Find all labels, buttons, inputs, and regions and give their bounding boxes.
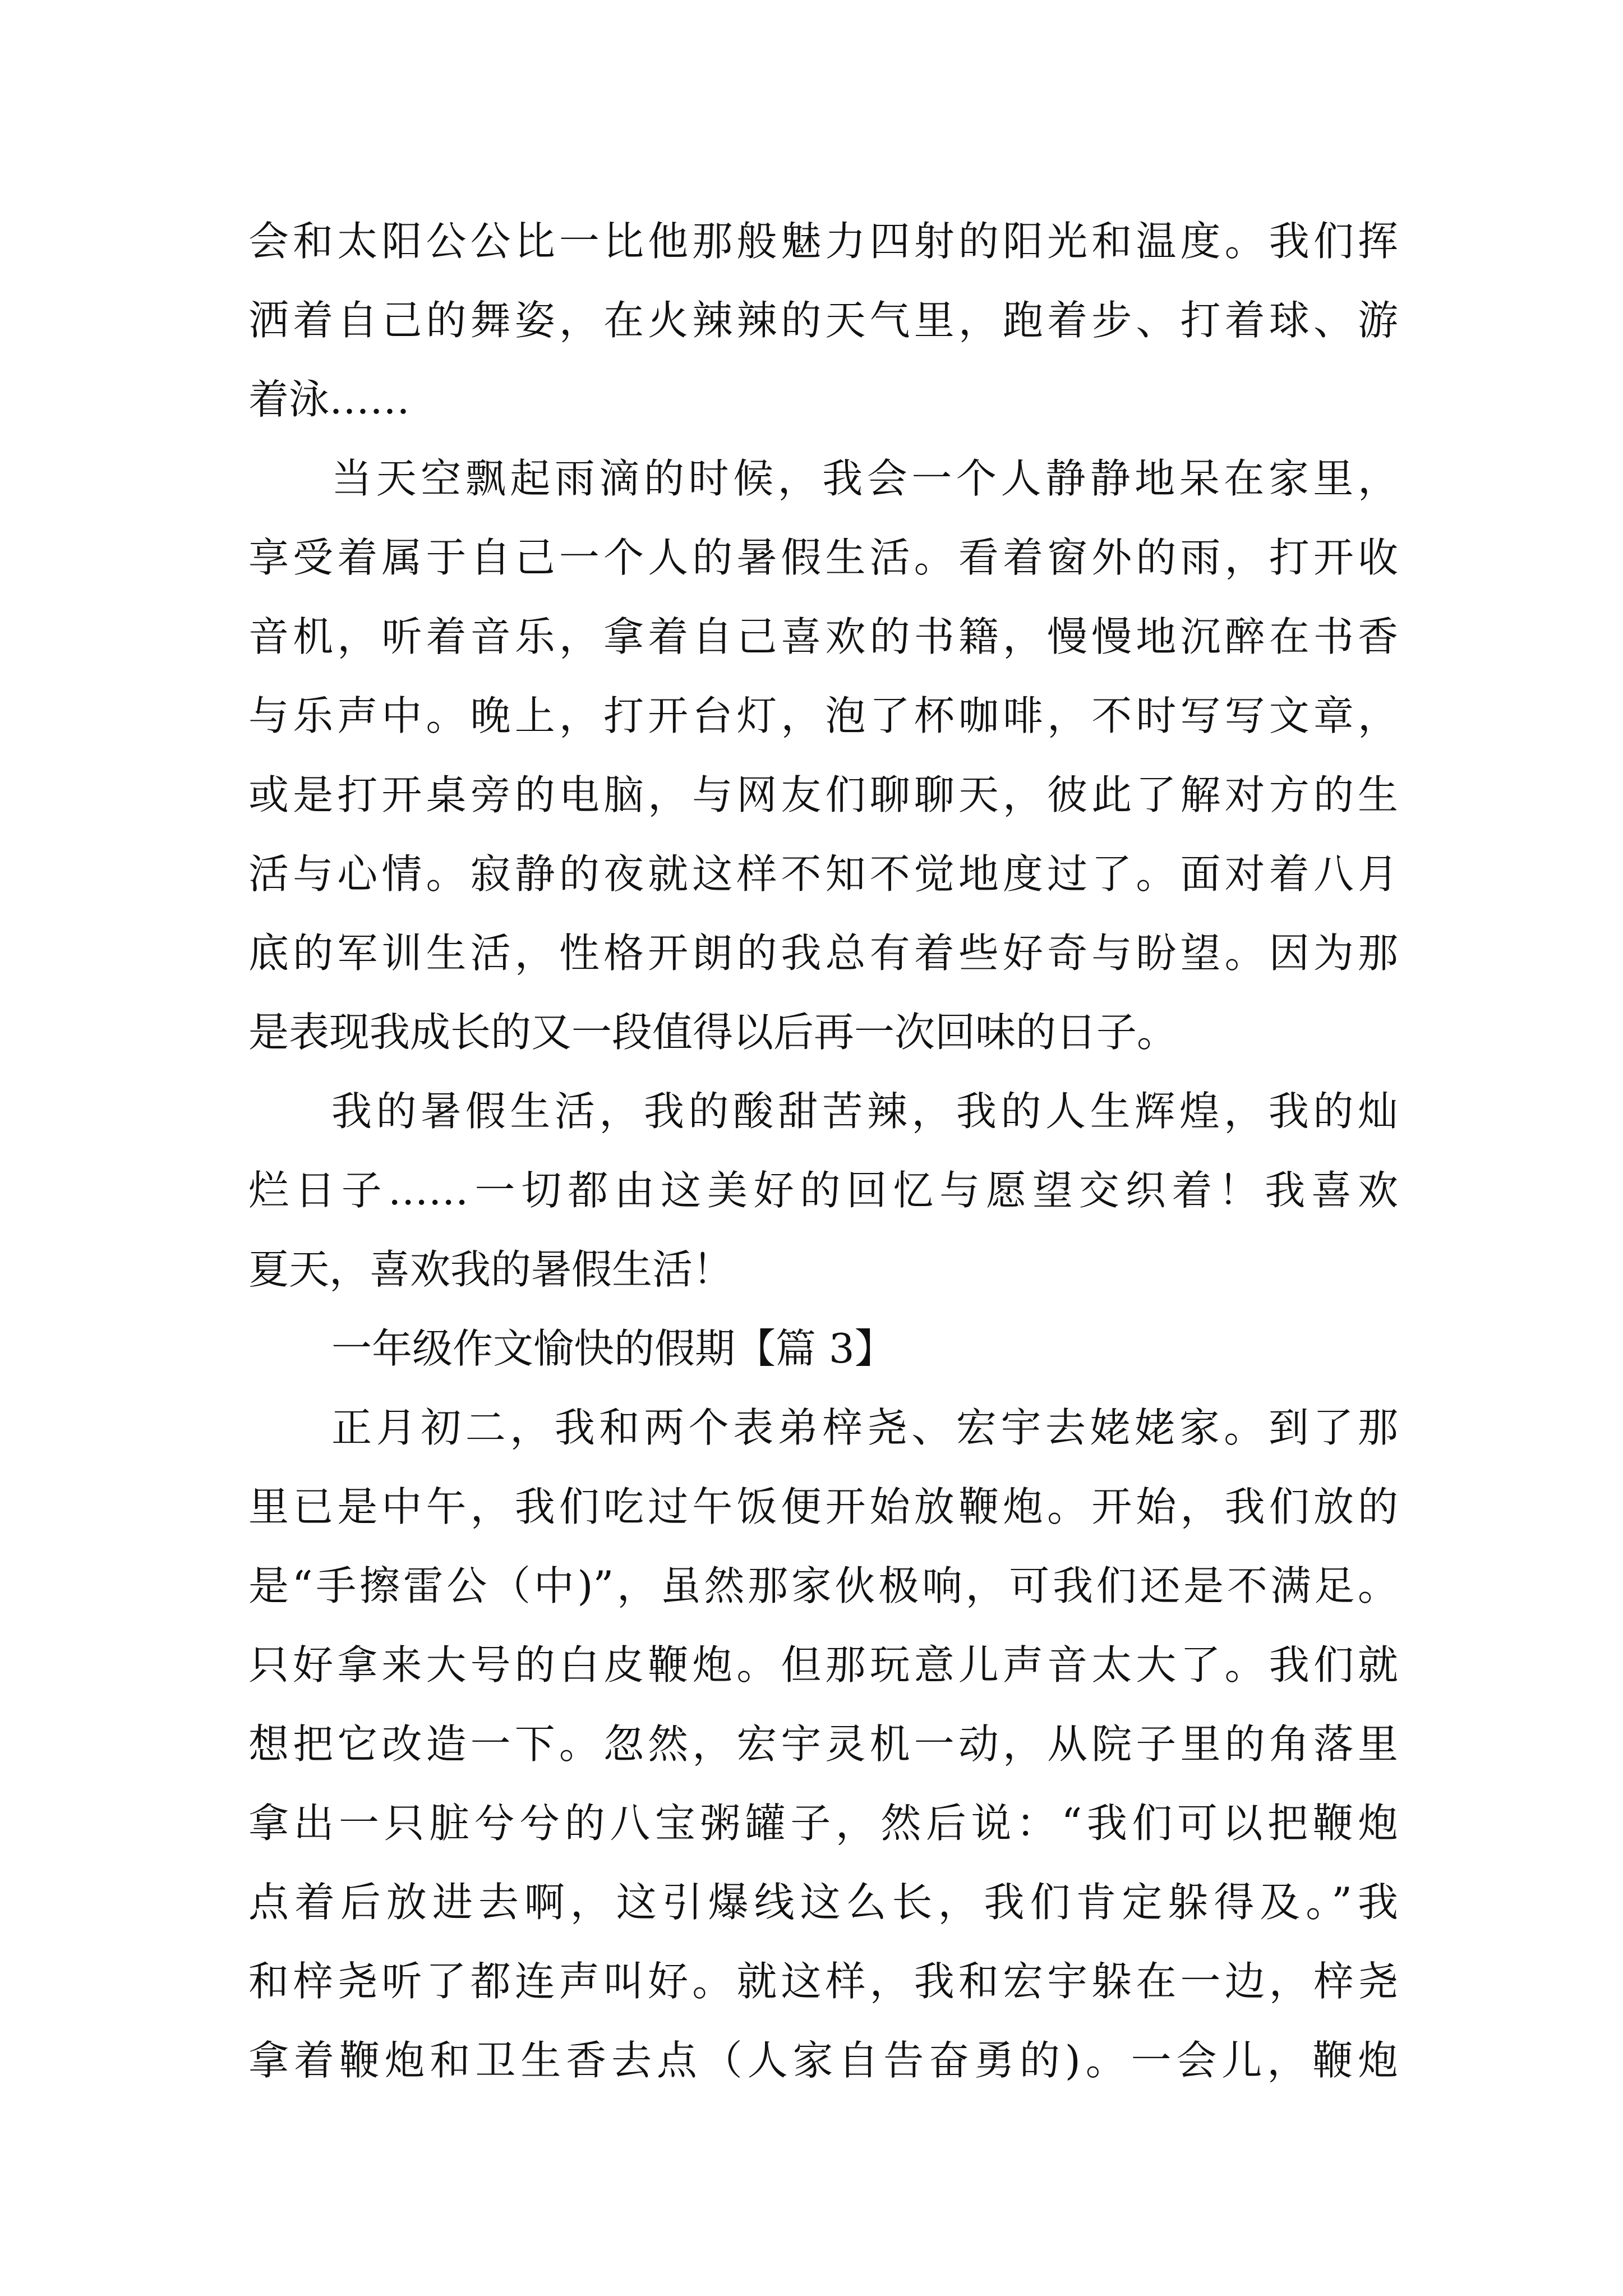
body-text <box>248 202 1398 2100</box>
text-line: 正月初二，我和两个表弟梓尧、宏宇去姥姥家。到了那 <box>331 1404 1398 1451</box>
text-line: 拿出一只脏兮兮的八宝粥罐子，然后说：“我们可以把鞭炮 <box>248 1800 1398 1847</box>
text-line: 只好拿来大号的白皮鞭炮。但那玩意儿声音太大了。我们就 <box>248 1641 1398 1688</box>
text-line: 拿着鞭炮和卫生香去点（人家自告奋勇的)。一会儿，鞭炮 <box>248 2037 1398 2084</box>
text-line: 会和太阳公公比一比他那般魅力四射的阳光和温度。我们挥 <box>248 218 1398 265</box>
text-line: 点着后放进去啊，这引爆线这么长，我们肯定躲得及。”我 <box>248 1879 1398 1926</box>
text-line: 想把它改造一下。忽然，宏宇灵机一动，从院子里的角落里 <box>248 1720 1398 1768</box>
text-line: 与乐声中。晚上，打开台灯，泡了杯咖啡，不时写写文章， <box>248 692 1398 739</box>
text-line: 烂日子……一切都由这美好的回忆与愿望交织着！我喜欢 <box>248 1167 1398 1214</box>
text-line: 洒着自己的舞姿，在火辣辣的天气里，跑着步、打着球、游 <box>248 297 1398 344</box>
text-line: 享受着属于自己一个人的暑假生活。看着窗外的雨，打开收 <box>248 534 1398 581</box>
text-line: 是“手擦雷公（中)”，虽然那家伙极响，可我们还是不满足。 <box>248 1562 1398 1609</box>
text-line: 我的暑假生活，我的酸甜苦辣，我的人生辉煌，我的灿 <box>331 1088 1398 1135</box>
text-line: 和梓尧听了都连声叫好。就这样，我和宏宇躲在一边，梓尧 <box>248 1958 1398 2005</box>
text-line: 是表现我成长的又一段值得以后再一次回味的日子。 <box>248 1009 1178 1056</box>
text-line: 里已是中午，我们吃过午饭便开始放鞭炮。开始，我们放的 <box>248 1483 1398 1530</box>
text-line: 着泳…… <box>248 376 411 423</box>
text-line: 底的军训生活，性格开朗的我总有着些好奇与盼望。因为那 <box>248 930 1398 977</box>
section-heading: 一年级作文愉快的假期【篇 3】 <box>331 1325 895 1372</box>
text-line: 音机，听着音乐，拿着自己喜欢的书籍，慢慢地沉醉在书香 <box>248 613 1398 660</box>
text-line: 夏天，喜欢我的暑假生活！ <box>248 1246 734 1293</box>
text-line: 活与心情。寂静的夜就这样不知不觉地度过了。面对着八月 <box>248 850 1398 898</box>
text-line: 当天空飘起雨滴的时候，我会一个人静静地呆在家里， <box>331 455 1398 502</box>
text-line: 或是打开桌旁的电脑，与网友们聊聊天，彼此了解对方的生 <box>248 771 1398 818</box>
